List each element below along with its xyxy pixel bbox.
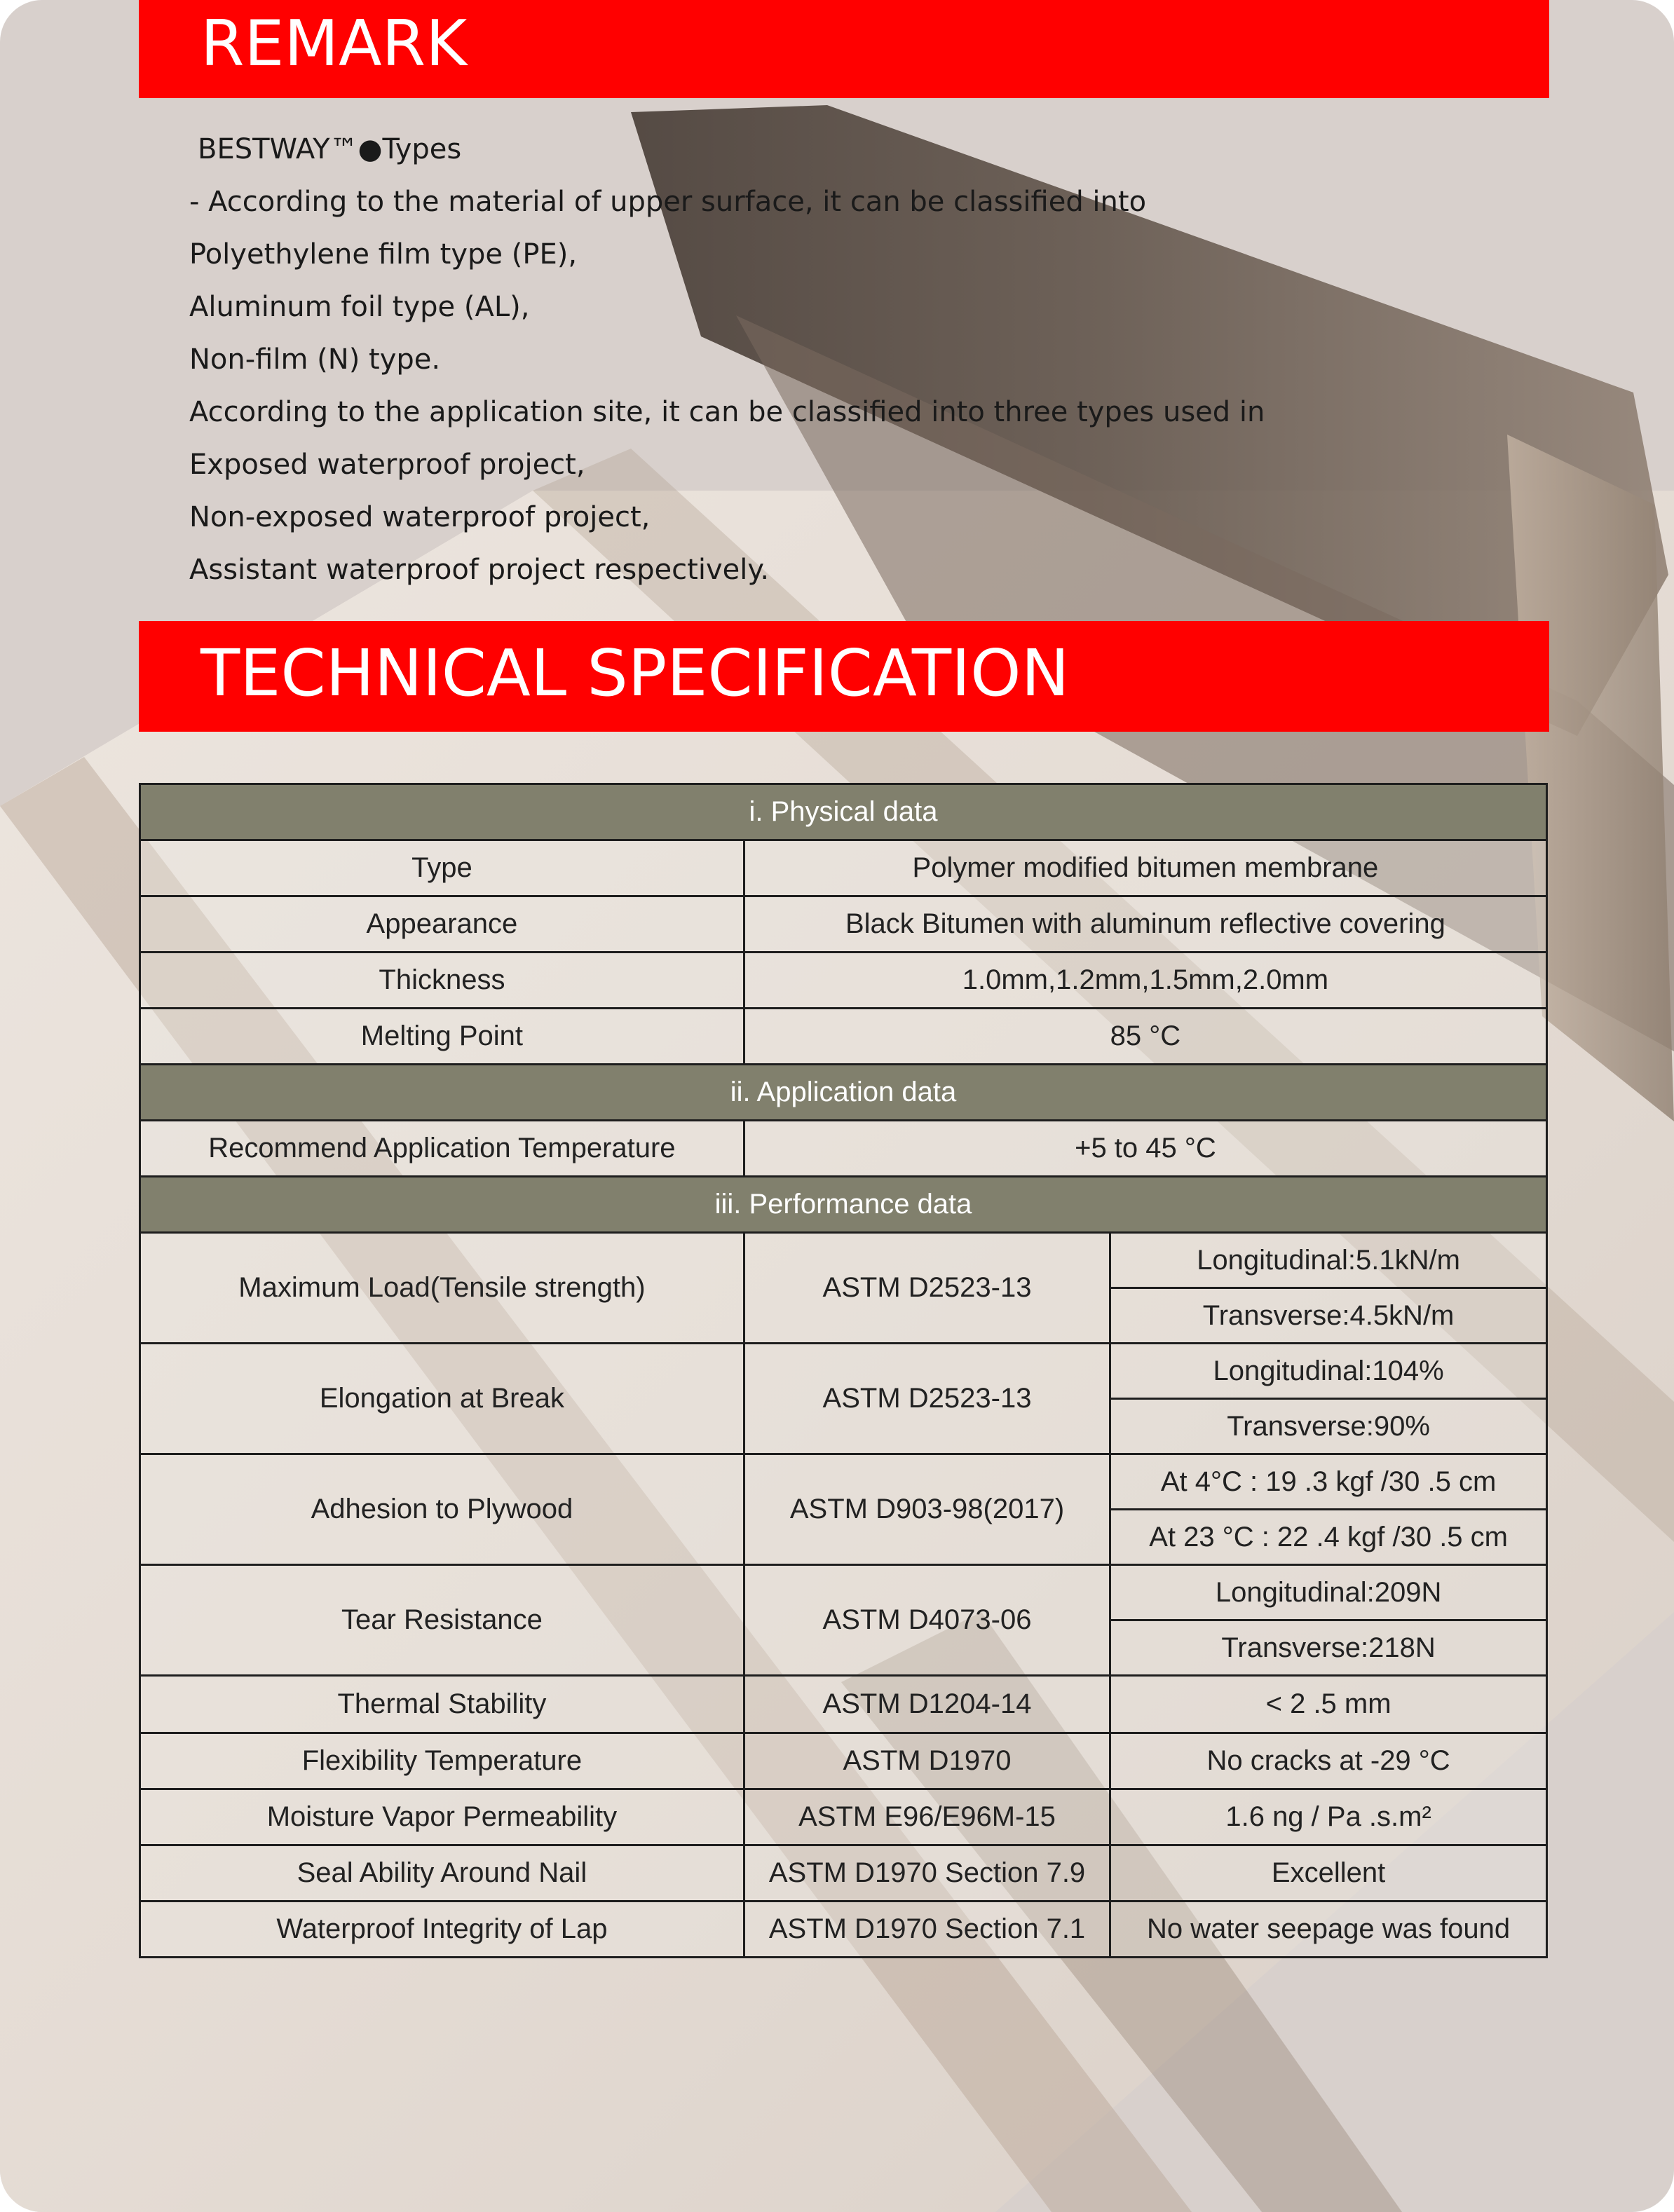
remark-line: Exposed waterproof project, <box>189 449 585 481</box>
row-value: < 2 .5 mm <box>1110 1676 1547 1733</box>
application-data-header: ii. Application data <box>140 1065 1547 1121</box>
row-value: Transverse:90% <box>1110 1399 1547 1454</box>
row-value: At 23 °C : 22 .4 kgf /30 .5 cm <box>1110 1510 1547 1565</box>
row-value: Polymer modified bitumen membrane <box>744 840 1546 896</box>
row-method: ASTM E96/E96M-15 <box>744 1789 1110 1845</box>
row-value: Black Bitumen with aluminum reflective covering <box>744 896 1546 953</box>
row-label: Appearance <box>140 896 744 953</box>
row-label: Recommend Application Temperature <box>140 1121 744 1177</box>
row-label: Moisture Vapor Permeability <box>140 1789 744 1845</box>
row-label: Thickness <box>140 953 744 1009</box>
row-value: Longitudinal:5.1kN/m <box>1110 1233 1547 1288</box>
row-method: ASTM D903-98(2017) <box>744 1454 1110 1565</box>
remark-line: Assistant waterproof project respectively. <box>189 554 770 586</box>
table-row <box>140 953 1547 1009</box>
table-row <box>140 840 1547 896</box>
section-header-row <box>140 1177 1547 1233</box>
row-label: Flexibility Temperature <box>140 1733 744 1789</box>
section-header-row <box>140 784 1547 840</box>
row-method: ASTM D1970 Section 7.1 <box>744 1902 1110 1958</box>
row-method: ASTM D1204-14 <box>744 1676 1110 1733</box>
table-row <box>140 1676 1547 1733</box>
table-row <box>140 1233 1547 1288</box>
table-row <box>140 1789 1547 1845</box>
remark-text-block <box>189 123 1521 596</box>
row-label: Melting Point <box>140 1009 744 1065</box>
remark-title: REMARK <box>200 7 468 81</box>
row-method: ASTM D2523-13 <box>744 1233 1110 1344</box>
remark-line: According to the application site, it can be classified into three types used in <box>189 396 1265 428</box>
row-label: Seal Ability Around Nail <box>140 1845 744 1902</box>
row-label: Type <box>140 840 744 896</box>
table-row <box>140 1565 1547 1620</box>
table-row <box>140 1845 1547 1902</box>
row-value: 1.0mm,1.2mm,1.5mm,2.0mm <box>744 953 1546 1009</box>
row-value: 85 °C <box>744 1009 1546 1065</box>
row-label: Adhesion to Plywood <box>140 1454 744 1565</box>
row-value: +5 to 45 °C <box>744 1121 1546 1177</box>
table-row <box>140 1121 1547 1177</box>
remark-line: - According to the material of upper surface, it can be classified into <box>189 186 1147 218</box>
table-row <box>140 896 1547 953</box>
row-label: Elongation at Break <box>140 1344 744 1454</box>
remark-line: Aluminum foil type (AL), <box>189 291 530 323</box>
row-method: ASTM D2523-13 <box>744 1344 1110 1454</box>
physical-data-header: i. Physical data <box>140 784 1547 840</box>
technical-specification-title: TECHNICAL SPECIFICATION <box>200 636 1070 711</box>
row-value: No water seepage was found <box>1110 1902 1547 1958</box>
table-row <box>140 1733 1547 1789</box>
table-row <box>140 1009 1547 1065</box>
remark-line: Polyethylene film type (PE), <box>189 238 578 271</box>
remark-line: Non-film (N) type. <box>189 343 441 376</box>
remark-banner <box>139 0 1549 98</box>
row-label: Tear Resistance <box>140 1565 744 1676</box>
remark-line: BESTWAY™●Types <box>198 133 462 165</box>
row-label: Maximum Load(Tensile strength) <box>140 1233 744 1344</box>
row-value: Longitudinal:104% <box>1110 1344 1547 1399</box>
row-method: ASTM D1970 <box>744 1733 1110 1789</box>
row-value: At 4°C : 19 .3 kgf /30 .5 cm <box>1110 1454 1547 1510</box>
table-row <box>140 1344 1547 1399</box>
table-row <box>140 1454 1547 1510</box>
row-value: 1.6 ng / Pa .s.m² <box>1110 1789 1547 1845</box>
row-value: No cracks at -29 °C <box>1110 1733 1547 1789</box>
row-value: Excellent <box>1110 1845 1547 1902</box>
row-label: Thermal Stability <box>140 1676 744 1733</box>
section-header-row <box>140 1065 1547 1121</box>
technical-specification-table <box>139 783 1548 1958</box>
technical-specification-banner <box>139 621 1549 732</box>
row-label: Waterproof Integrity of Lap <box>140 1902 744 1958</box>
table-row <box>140 1902 1547 1958</box>
remark-line: Non-exposed waterproof project, <box>189 501 651 533</box>
row-value: Longitudinal:209N <box>1110 1565 1547 1620</box>
performance-data-header: iii. Performance data <box>140 1177 1547 1233</box>
row-method: ASTM D4073-06 <box>744 1565 1110 1676</box>
row-value: Transverse:4.5kN/m <box>1110 1288 1547 1344</box>
row-value: Transverse:218N <box>1110 1620 1547 1676</box>
row-method: ASTM D1970 Section 7.9 <box>744 1845 1110 1902</box>
